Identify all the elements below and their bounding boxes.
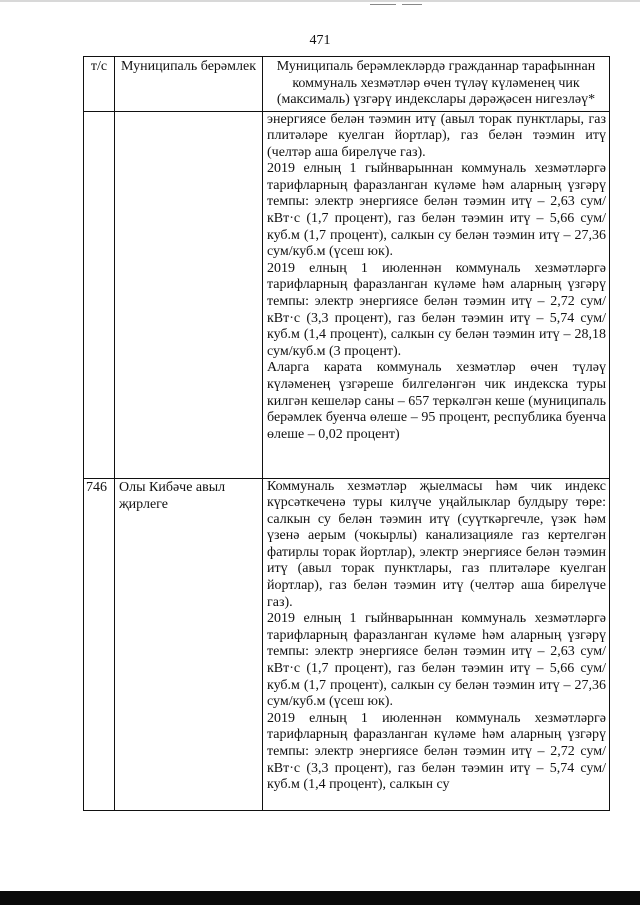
table-row: [84, 111, 610, 478]
row-basis: [263, 478, 610, 810]
row-num: 746: [84, 478, 115, 810]
row-basis: [263, 111, 610, 478]
header-municipality: Муниципаль берәмлек: [115, 57, 263, 112]
table-row: [84, 478, 610, 810]
index-table: [83, 56, 610, 811]
scan-top-edge: [0, 0, 640, 2]
basis-paragraph: Коммуналь хезмәтләр җыелмасы һәм чик индекс күрсәткеченә туры килүче уңайлыклар булдыру төре: салкын су белән тәэмин итү (суүткәргечле, үзәк һәм үзенә аерым (чокырлы) канализацияле газ кертелгән фатирлы торак йортлар), электр энергиясе белән тәэмин итү (авыл торак пунктлары, газ плитәләре куелган йортлар), газ белән тәэмин итү (челтәр аша бирелүче газ).: [267, 478, 606, 610]
basis-paragraph: Аларга карата коммуналь хезмәтләр өчен түләү күләменең үзгәреше билгеләнгән чик индекска туры килгән кешеләр саны – 657 теркәлгән кеше (муниципаль берәмлек буенча өлеше – 95 процент, республика буенча өлеше – 0,02 процент): [267, 360, 606, 442]
row-municipality: Олы Кибәче авыл җирлеге: [115, 478, 263, 810]
scan-mark: [402, 4, 422, 5]
basis-paragraph: энергиясе белән тәэмин итү (авыл торак пунктлары, газ плитәләре куелган йортлар), газ белән тәэмин итү (челтәр аша бирелүче газ).: [267, 111, 606, 160]
page-number: 471: [309, 33, 331, 48]
basis-paragraph: 2019 елның 1 гыйнварыннан коммуналь хезмәтләргә тарифларның фаразланган күләме һәм аларның үзгәрү темпы: электр энергиясе белән тәэмин итү – 2,63 сум/кВт·с (1,7 процент), газ белән тәэмин итү – 5,66 сум/куб.м (1,7 процент), салкын су белән тәэмин итү – 27,36 сум/куб.м (үсеш юк).: [267, 161, 606, 260]
table-header-row: [84, 57, 610, 112]
header-num: т/с: [84, 57, 115, 112]
scan-mark: [370, 4, 396, 5]
scan-bottom-edge: [0, 891, 640, 905]
basis-paragraph: 2019 елның 1 гыйнварыннан коммуналь хезмәтләргә тарифларның фаразланган күләме һәм аларның үзгәрү темпы: электр энергиясе белән тәэмин итү – 2,63 сум/кВт·с (1,7 процент), газ белән тәэмин итү – 5,66 сум/куб.м (1,7 процент), салкын су белән тәэмин итү – 27,36 сум/куб.м (үсеш юк).: [267, 611, 606, 710]
header-basis: Муниципаль берәмлекләрдә гражданнар тарафыннан коммуналь хезмәтләр өчен түләү күләменең чик (максималь) үзгәрү индекслары дәрәҗәсен нигезләү*: [263, 57, 610, 112]
basis-paragraph: 2019 елның 1 июленнән коммуналь хезмәтләргә тарифларның фаразланган күләме һәм аларның үзгәрү темпы: электр энергиясе белән тәэмин итү – 2,72 сум/кВт·с (3,3 процент), газ белән тәэмин итү – 5,74 сум/куб.м (1,4 процент), салкын су белән тәэмин итү – 28,18 сум/куб.м (3 процент).: [267, 260, 606, 359]
row-municipality: [115, 111, 263, 478]
row-num: [84, 111, 115, 478]
basis-paragraph: 2019 елның 1 июленнән коммуналь хезмәтләргә тарифларның фаразланган күләме һәм аларның үзгәрү темпы: электр энергиясе белән тәэмин итү – 2,72 сум/кВт·с (3,3 процент), газ белән тәэмин итү – 5,74 сум/куб.м (1,4 процент), салкын су: [267, 710, 606, 793]
